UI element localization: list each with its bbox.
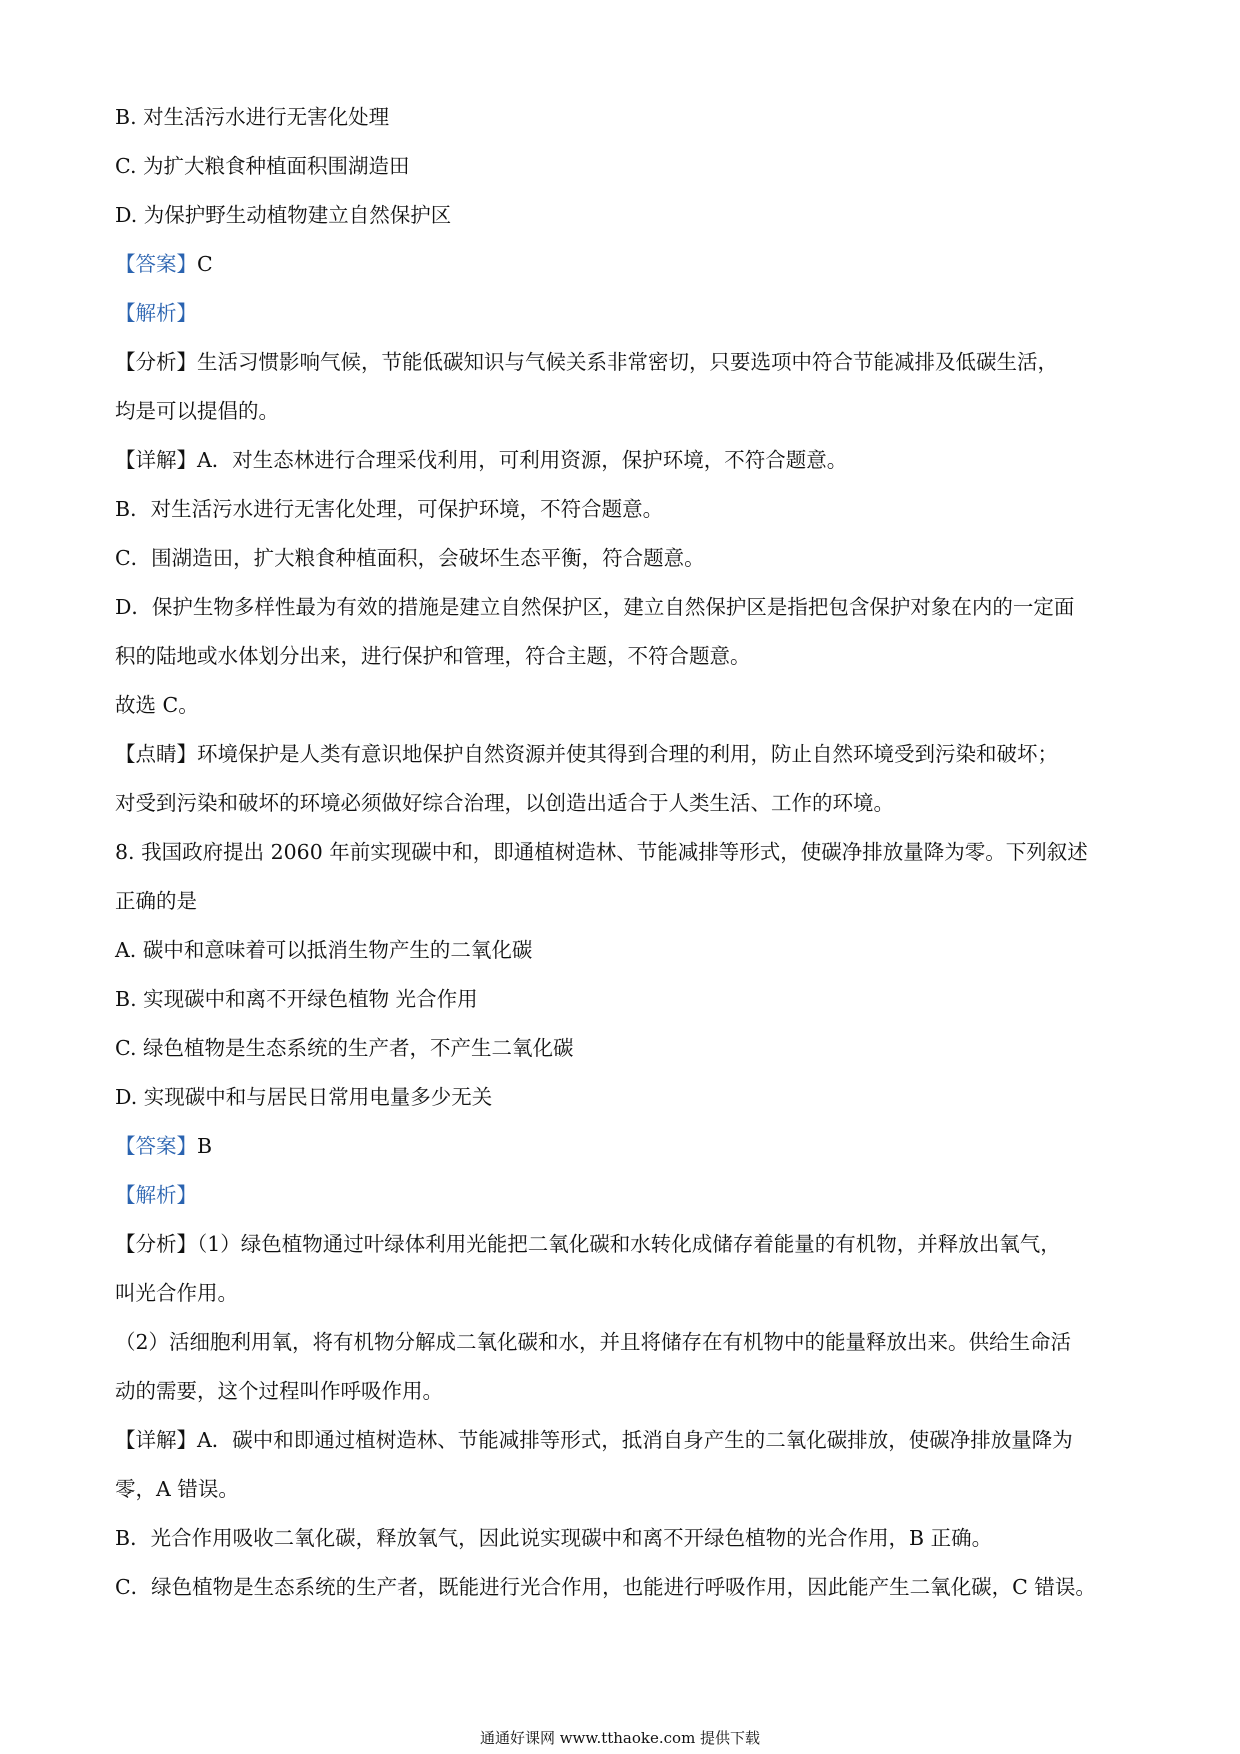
xiangjie-tag: 【详解】 bbox=[115, 1428, 197, 1452]
q8-fenxi-line-2: 叫光合作用。 bbox=[115, 1281, 238, 1305]
q8-stem-1: 8. 我国政府提出 2060 年前实现碳中和，即通植树造林、节能减排等形式，使碳净排放量降为零。下列叙述 bbox=[115, 840, 1088, 864]
q7-xiangjie-c: C．围湖造田，扩大粮食种植面积，会破坏生态平衡，符合题意。 bbox=[115, 546, 705, 570]
fenxi-text: （1）绿色植物通过叶绿体利用光能把二氧化碳和水转化成储存着能量的有机物，并释放出氧气， bbox=[197, 1232, 1061, 1256]
q8-fenxi-line-1 bbox=[115, 1231, 1135, 1257]
q7-xiangjie-a bbox=[115, 447, 1135, 473]
q7-answer-line bbox=[115, 251, 1135, 277]
q8-option-c: C. 绿色植物是生态系统的生产者，不产生二氧化碳 bbox=[115, 1036, 574, 1060]
q8-fenxi-line-4: 动的需要，这个过程叫作呼吸作用。 bbox=[115, 1379, 443, 1403]
q8-analysis-heading bbox=[115, 1182, 1135, 1208]
q8-xiangjie-a-2: 零，A 错误。 bbox=[115, 1477, 239, 1501]
q7-dianjing-2: 对受到污染和破坏的环境必须做好综合治理，以创造出适合于人类生活、工作的环境。 bbox=[115, 791, 894, 815]
q8-stem-2: 正确的是 bbox=[115, 889, 197, 913]
analysis-tag: 【解析】 bbox=[115, 301, 197, 325]
q8-option-d: D. 实现碳中和与居民日常用电量多少无关 bbox=[115, 1085, 493, 1109]
answer-value: C bbox=[197, 252, 213, 276]
q7-analysis-heading bbox=[115, 300, 1135, 326]
answer-value: B bbox=[197, 1134, 213, 1158]
q7-conclusion: 故选 C。 bbox=[115, 693, 199, 717]
dianjing-text: 环境保护是人类有意识地保护自然资源并使其得到合理的利用，防止自然环境受到污染和破坏； bbox=[197, 742, 1058, 766]
fenxi-tag: 【分析】 bbox=[115, 350, 197, 374]
analysis-tag: 【解析】 bbox=[115, 1183, 197, 1207]
q8-xiangjie-a-1 bbox=[115, 1427, 1135, 1453]
q7-xiangjie-d-1: D．保护生物多样性最为有效的措施是建立自然保护区，建立自然保护区是指把包含保护对象在内的一定面 bbox=[115, 595, 1075, 619]
dianjing-tag: 【点睛】 bbox=[115, 742, 197, 766]
xiangjie-text: A．对生态林进行合理采伐利用，可利用资源，保护环境，不符合题意。 bbox=[197, 448, 848, 472]
q7-xiangjie-d-2: 积的陆地或水体划分出来，进行保护和管理，符合主题，不符合题意。 bbox=[115, 644, 751, 668]
document-body bbox=[115, 104, 1135, 1623]
q7-fenxi-line-2: 均是可以提倡的。 bbox=[115, 399, 279, 423]
fenxi-tag: 【分析】 bbox=[115, 1232, 197, 1256]
page-footer: 通通好课网 www.tthaoke.com 提供下载 bbox=[479, 1729, 761, 1747]
q7-option-c: C. 为扩大粮食种植面积围湖造田 bbox=[115, 154, 410, 178]
q8-answer-line bbox=[115, 1133, 1135, 1159]
q8-xiangjie-c: C．绿色植物是生态系统的生产者，既能进行光合作用，也能进行呼吸作用，因此能产生二氧化碳，C 错误。 bbox=[115, 1575, 1096, 1599]
q7-dianjing-1 bbox=[115, 741, 1135, 767]
q8-xiangjie-b: B．光合作用吸收二氧化碳，释放氧气，因此说实现碳中和离不开绿色植物的光合作用，B 正确。 bbox=[115, 1526, 993, 1550]
q8-option-a: A. 碳中和意味着可以抵消生物产生的二氧化碳 bbox=[115, 938, 533, 962]
answer-tag: 【答案】 bbox=[115, 1134, 197, 1158]
xiangjie-text: A．碳中和即通过植树造林、节能减排等形式，抵消自身产生的二氧化碳排放，使碳净排放量降为 bbox=[197, 1428, 1073, 1452]
q8-option-b: B. 实现碳中和离不开绿色植物 光合作用 bbox=[115, 987, 478, 1011]
fenxi-text: 生活习惯影响气候，节能低碳知识与气候关系非常密切，只要选项中符合节能减排及低碳生活， bbox=[197, 350, 1058, 374]
answer-tag: 【答案】 bbox=[115, 252, 197, 276]
q7-option-b: B. 对生活污水进行无害化处理 bbox=[115, 105, 390, 129]
q7-fenxi-line-1 bbox=[115, 349, 1135, 375]
xiangjie-tag: 【详解】 bbox=[115, 448, 197, 472]
q8-fenxi-line-3: （2）活细胞利用氧，将有机物分解成二氧化碳和水，并且将储存在有机物中的能量释放出来。供给生命活 bbox=[115, 1330, 1072, 1354]
q7-xiangjie-b: B．对生活污水进行无害化处理，可保护环境，不符合题意。 bbox=[115, 497, 664, 521]
q7-option-d: D. 为保护野生动植物建立自然保护区 bbox=[115, 203, 452, 227]
